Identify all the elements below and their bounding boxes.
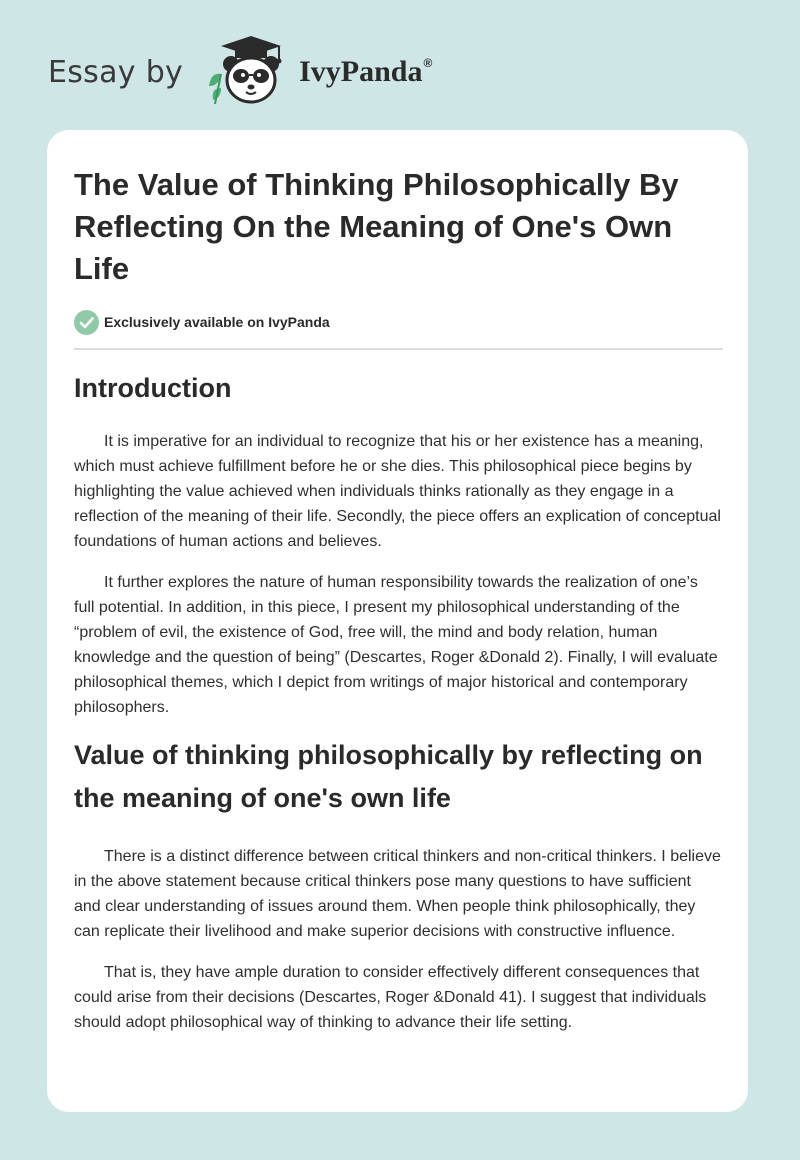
paragraph: There is a distinct difference between critical thinkers and non-critical thinkers. I believe in the above statement because critical thinkers pose many questions to have sufficient and clear understanding of issues around them. When people think philosophically, they can replicate their livelihood and make superior decisions with constructive influence. (74, 848, 721, 940)
section-heading-introduction: Introduction (74, 373, 232, 403)
exclusive-label: Exclusively available on IvyPanda (104, 314, 330, 330)
paragraph: That is, they have ample duration to consider effectively different consequences that could arise from their decisions (Descartes, Roger &Donald 41). I suggest that individuals should adopt philosophical way of thinking to advance their life setting. (74, 964, 707, 1031)
site-header (48, 34, 432, 110)
registered-mark: ® (423, 56, 433, 70)
brand-name[interactable] (299, 55, 432, 89)
check-badge-icon (74, 310, 99, 335)
essay-by-label: Essay by (48, 54, 184, 90)
section-heading-value-of-thinking: Value of thinking philosophically by reflecting on the meaning of one's own life (74, 740, 703, 813)
essay-card (47, 130, 748, 1112)
brand-text: IvyPanda (299, 55, 423, 88)
paragraph: It further explores the nature of human responsibility towards the realization of one’s full potential. In addition, in this piece, I present my philosophical understanding of the “problem of evil, the existence of God, free will, the mind and body relation, human knowledge and the question of being” (Descartes, Roger &Donald 2). Finally, I will evaluate philosophical themes, which I depict from writings of major historical and contemporary philosophers. (74, 574, 718, 716)
paragraph: It is imperative for an individual to recognize that his or her existence has a meaning, which must achieve fulfillment before he or she dies. This philosophical piece begins by highlighting the value achieved when individuals thinks rationally as they engage in a reflection of the meaning of their life. Secondly, the piece offers an explication of conceptual foundations of human actions and believes. (74, 433, 721, 550)
divider (74, 348, 723, 350)
exclusive-badge (74, 309, 722, 335)
essay-title: The Value of Thinking Philosophically By Reflecting On the Meaning of One's Own Life (74, 167, 679, 286)
panda-graduate-icon[interactable] (201, 34, 293, 110)
